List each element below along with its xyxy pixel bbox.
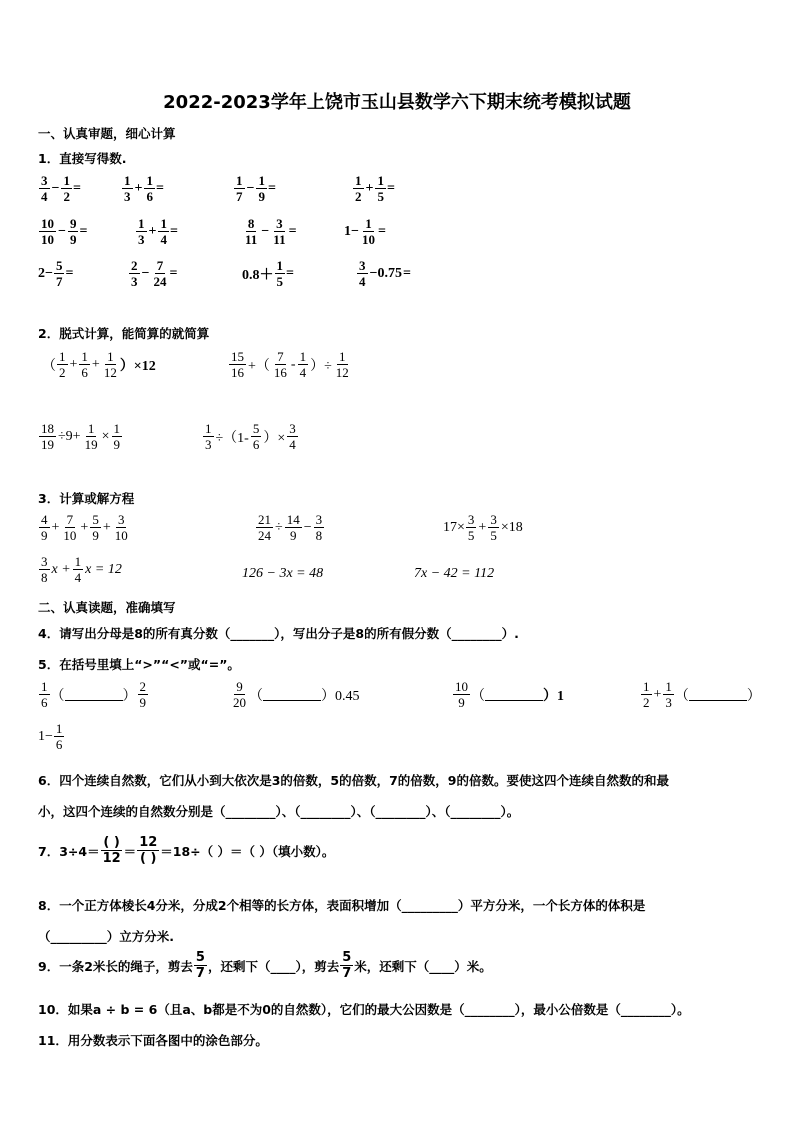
fraction: $\frac{1}{3}$ bbox=[124, 173, 131, 204]
fraction: $\frac{1}{7}$ bbox=[236, 173, 243, 204]
fraction: $\frac{1}{5}$ bbox=[377, 173, 384, 204]
q2-expr-1: （ $\frac{1}{2}$ + $\frac{1}{6}$ + $\frac{1}{12}$ ）×12 bbox=[42, 349, 156, 380]
q7-expr: 7．3÷4＝ $\frac{( )}{12}$ ＝ $\frac{12}{( )}$ ＝18÷（ ）＝（ ）（填小数）。 bbox=[38, 835, 335, 866]
q3-equation-1: $\frac{3}{8}$ x + $\frac{1}{4}$ x = 12 bbox=[41, 554, 122, 585]
q9-expr: 9．一条2米长的绳子，剪去 $\frac{5}{7}$ ，还剩下（____），剪去 $\frac{5}{7}$ 米，还剩下（____）米。 bbox=[38, 950, 492, 981]
fraction: $\frac{1}{4}$ bbox=[299, 349, 307, 380]
q5-compare-4: $\frac{1}{2}$ + $\frac{1}{3}$ （ ） bbox=[643, 679, 761, 710]
q3-expr-3: 17× $\frac{3}{5}$ + $\frac{3}{5}$ ×18 bbox=[443, 512, 523, 543]
fraction: $\frac{1}{12}$ bbox=[335, 349, 349, 380]
paren: （ bbox=[42, 358, 56, 374]
q2-expr-3: $\frac{18}{19}$ ÷9+ $\frac{1}{19}$ × $\frac{1}{9}$ bbox=[41, 421, 120, 452]
q1-r1-item-3: $\frac{1}{7}$ − $\frac{1}{9}$ = bbox=[236, 173, 276, 204]
fraction: $\frac{1}{2}$ bbox=[59, 349, 66, 380]
fraction: $\frac{10}{10}$ bbox=[41, 216, 54, 247]
fraction: $\frac{1}{2}$ bbox=[63, 173, 70, 204]
fraction: $\frac{1}{3}$ bbox=[205, 421, 212, 452]
fraction: $\frac{1}{2}$ bbox=[355, 173, 362, 204]
q5-compare-2: $\frac{9}{20}$ （ ）0.45 bbox=[233, 679, 360, 710]
q1-r1-item-2: $\frac{1}{3}$ + $\frac{1}{6}$ = bbox=[124, 173, 164, 204]
q1-r3-item-2: $\frac{2}{3}$ − $\frac{7}{24}$ = bbox=[131, 258, 178, 289]
fraction: $\frac{7}{24}$ bbox=[153, 258, 167, 289]
fraction: $\frac{2}{9}$ bbox=[139, 679, 146, 710]
fraction: $\frac{1}{6}$ bbox=[81, 349, 88, 380]
fraction: $\frac{8}{11}$ bbox=[245, 216, 258, 247]
fraction: $\frac{15}{16}$ bbox=[231, 349, 244, 380]
q8-line-1: 8．一个正方体棱长4分米，分成2个相等的长方体，表面积增加（_________）平方分米，一个长方体的体积是 bbox=[38, 898, 646, 913]
q5-compare-1: $\frac{1}{6}$ （ ） $\frac{2}{9}$ bbox=[41, 679, 146, 710]
q1-r1-item-1: $\frac{3}{4}$ − $\frac{1}{2}$ = bbox=[41, 173, 81, 204]
fraction: $\frac{10}{9}$ bbox=[455, 679, 468, 710]
fraction: $\frac{1}{5}$ bbox=[276, 258, 283, 289]
fraction: $\frac{( )}{12}$ bbox=[102, 835, 121, 866]
q5-compare-5: 1− $\frac{1}{6}$ bbox=[38, 721, 63, 752]
fraction: $\frac{7}{16}$ bbox=[273, 349, 287, 380]
fraction: $\frac{3}{5}$ bbox=[467, 512, 475, 543]
fraction: $\frac{1}{6}$ bbox=[146, 173, 153, 204]
q1-r2-item-4: 1− $\frac{1}{10}$ = bbox=[344, 216, 386, 247]
fraction: $\frac{1}{2}$ bbox=[643, 679, 650, 710]
q3-expr-1: $\frac{4}{9}$ + $\frac{7}{10}$ + $\frac{5}{9}$ + $\frac{3}{10}$ bbox=[41, 512, 128, 543]
q11-text: 11．用分数表示下面各图中的涂色部分。 bbox=[38, 1033, 268, 1048]
fraction: $\frac{1}{4}$ bbox=[160, 216, 167, 247]
fraction: $\frac{3}{4}$ bbox=[359, 258, 366, 289]
q1-r3-item-1: 2− $\frac{5}{7}$ = bbox=[38, 258, 74, 289]
q10-text: 10．如果a ÷ b = 6（且a、b都是不为0的自然数），它们的最大公因数是（________），最小公倍数是（________）。 bbox=[38, 1002, 690, 1017]
fraction: $\frac{3}{4}$ bbox=[289, 421, 296, 452]
q1-r3-item-3: 0.8＋ $\frac{1}{5}$ = bbox=[242, 258, 294, 289]
fraction: $\frac{3}{4}$ bbox=[41, 173, 48, 204]
fraction: $\frac{1}{9}$ bbox=[258, 173, 265, 204]
q6-line-1: 6．四个连续自然数，它们从小到大依次是3的倍数，5的倍数，7的倍数，9的倍数。要使这四个连续自然数的和最 bbox=[38, 773, 669, 788]
fraction: $\frac{1}{4}$ bbox=[74, 554, 82, 585]
fraction: $\frac{1}{3}$ bbox=[665, 679, 672, 710]
fraction: $\frac{5}{9}$ bbox=[92, 512, 99, 543]
page-title: 2022-2023学年上饶市玉山县数学六下期末统考模拟试题 bbox=[163, 92, 631, 113]
q8-line-2: （_________）立方分米. bbox=[38, 929, 174, 944]
q5-label: 5．在括号里填上“>”“<”或“=”。 bbox=[38, 657, 240, 672]
answer-blank[interactable] bbox=[485, 688, 543, 701]
fraction: $\frac{3}{5}$ bbox=[490, 512, 497, 543]
q1-r3-item-4: $\frac{3}{4}$ −0.75 = bbox=[359, 258, 411, 289]
fraction: $\frac{21}{24}$ bbox=[258, 512, 271, 543]
fraction: $\frac{3}{8}$ bbox=[315, 512, 323, 543]
q4-text: 4．请写出分母是8的所有真分数（_______），写出分子是8的所有假分数（________）. bbox=[38, 626, 519, 641]
fraction: $\frac{1}{6}$ bbox=[55, 721, 63, 752]
q5-compare-3: $\frac{10}{9}$ （ ）1 bbox=[455, 679, 564, 710]
q1-r2-item-2: $\frac{1}{3}$ + $\frac{1}{4}$ = bbox=[138, 216, 178, 247]
fraction: $\frac{1}{19}$ bbox=[84, 421, 98, 452]
q2-expr-4: $\frac{1}{3}$ ÷（1- $\frac{5}{6}$ ）× $\frac{3}{4}$ bbox=[205, 421, 296, 452]
fraction: $\frac{14}{9}$ bbox=[286, 512, 300, 543]
fraction: $\frac{9}{9}$ bbox=[69, 216, 77, 247]
q2-label: 2．脱式计算，能简算的就简算 bbox=[38, 326, 210, 341]
fraction: $\frac{3}{8}$ bbox=[41, 554, 48, 585]
answer-blank[interactable] bbox=[689, 688, 747, 701]
q1-r2-item-3: $\frac{8}{11}$ − $\frac{3}{11}$ = bbox=[245, 216, 297, 247]
fraction: $\frac{9}{20}$ bbox=[233, 679, 246, 710]
q3-equation-3: 7x − 42 = 112 bbox=[414, 566, 495, 581]
fraction: $\frac{3}{11}$ bbox=[273, 216, 286, 247]
fraction: $\frac{5}{7}$ bbox=[55, 258, 63, 289]
q1-r1-item-4: $\frac{1}{2}$ + $\frac{1}{5}$ = bbox=[355, 173, 395, 204]
q1-label: 1．直接写得数. bbox=[38, 151, 127, 166]
q6-line-2: 小，这四个连续的自然数分别是（________）、（________）、（________）、（________）。 bbox=[38, 804, 520, 819]
fraction: $\frac{1}{6}$ bbox=[41, 679, 48, 710]
fraction: $\frac{12}{( )}$ bbox=[139, 835, 158, 866]
fraction: $\frac{5}{7}$ bbox=[342, 950, 352, 981]
fraction: $\frac{7}{10}$ bbox=[63, 512, 77, 543]
q3-expr-2: $\frac{21}{24}$ ÷ $\frac{14}{9}$ − $\frac{3}{8}$ bbox=[258, 512, 323, 543]
fraction: $\frac{1}{3}$ bbox=[138, 216, 145, 247]
fraction: $\frac{18}{19}$ bbox=[41, 421, 54, 452]
fraction: $\frac{1}{10}$ bbox=[361, 216, 375, 247]
fraction: $\frac{1}{9}$ bbox=[113, 421, 120, 452]
q1-r2-item-1: $\frac{10}{10}$ − $\frac{9}{9}$ = bbox=[41, 216, 88, 247]
q3-label: 3．计算或解方程 bbox=[38, 491, 135, 506]
answer-blank[interactable] bbox=[263, 688, 321, 701]
fraction: $\frac{3}{10}$ bbox=[114, 512, 128, 543]
fraction: $\frac{1}{12}$ bbox=[103, 349, 117, 380]
q2-expr-2: $\frac{15}{16}$ +（ $\frac{7}{16}$ - $\frac{1}{4}$ ）÷ $\frac{1}{12}$ bbox=[231, 349, 349, 380]
q3-equation-2: 126 − 3x = 48 bbox=[242, 566, 324, 581]
fraction: $\frac{4}{9}$ bbox=[41, 512, 48, 543]
section-1-heading: 一、认真审题，细心计算 bbox=[38, 126, 176, 141]
section-2-heading: 二、认真读题，准确填写 bbox=[38, 600, 176, 615]
answer-blank[interactable] bbox=[65, 688, 123, 701]
fraction: $\frac{5}{7}$ bbox=[195, 950, 205, 981]
fraction: $\frac{2}{3}$ bbox=[131, 258, 138, 289]
fraction: $\frac{5}{6}$ bbox=[252, 421, 260, 452]
